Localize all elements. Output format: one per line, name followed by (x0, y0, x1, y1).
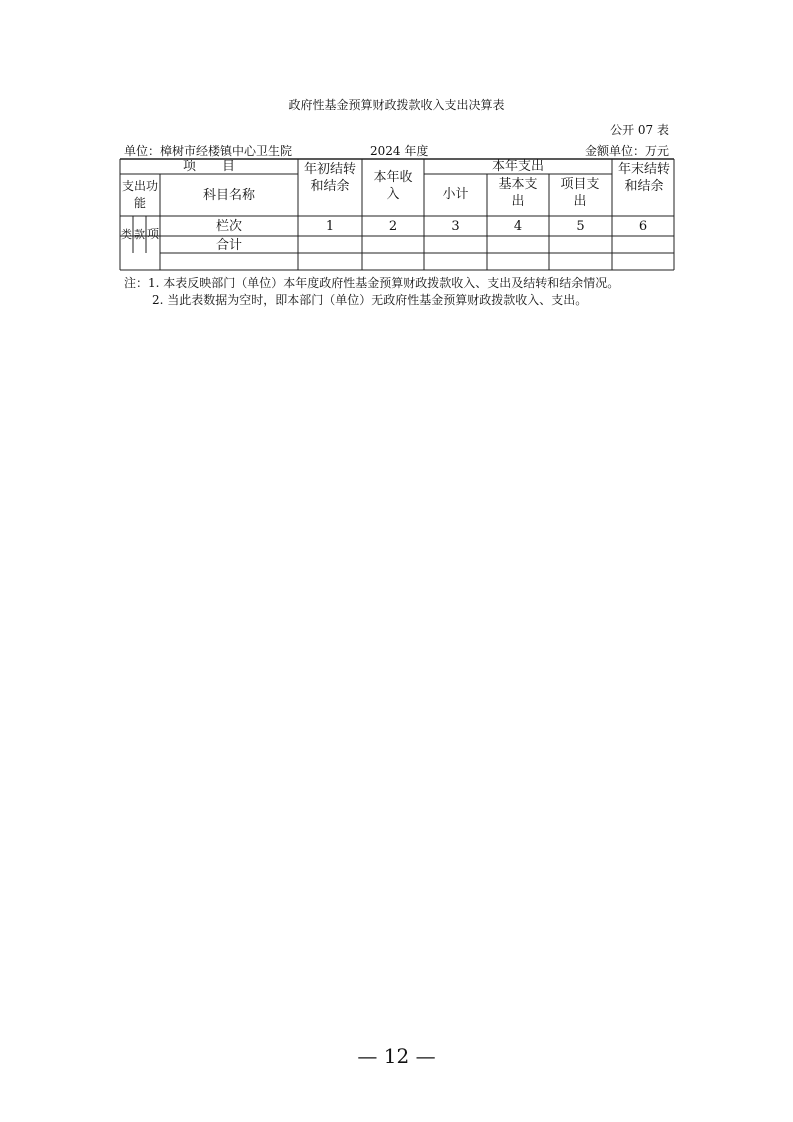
header-kuan: 款 (134, 228, 145, 241)
page-number: — 12 — (357, 1044, 436, 1068)
table-grid-lines (0, 0, 793, 300)
header-project-expenditure: 项目支出 (560, 177, 600, 209)
money-unit: 金额单位：万元 (584, 144, 669, 158)
total-cell (487, 237, 549, 253)
total-cell (549, 237, 612, 253)
total-cell (424, 237, 487, 253)
row-total-label: 合计 (215, 238, 242, 253)
fiscal-year: 2024 年度 (370, 144, 429, 158)
column-number: 3 (451, 219, 460, 234)
total-cell (298, 237, 362, 253)
header-xiang: 项 (147, 227, 159, 241)
column-number: 2 (388, 219, 398, 234)
header-project: 项 目 (182, 160, 235, 174)
page-title: 政府性基金预算财政拨款收入支出决算表 (288, 98, 505, 112)
header-basic-expenditure: 基本支出 (498, 177, 538, 209)
column-number: 1 (325, 219, 335, 234)
unit-label: 单位：樟树市经楼镇中心卫生院 (124, 144, 293, 158)
header-lei: 类 (121, 228, 132, 241)
note-line-2: 2. 当此表数据为空时，即本部门（单位）无政府性基金预算财政拨款收入、支出。 (152, 293, 588, 307)
header-current-expenditure: 本年支出 (491, 159, 544, 174)
total-cell (362, 237, 424, 253)
row-column-number-label: 栏次 (215, 219, 242, 234)
notes (124, 275, 619, 309)
header-subject-name: 科目名称 (202, 188, 255, 203)
note-line-1: 注：1. 本表反映部门（单位）本年度政府性基金预算财政拨款收入、支出及结转和结余情况。 (124, 276, 620, 290)
column-number: 5 (576, 219, 585, 234)
header-opening-balance: 年初结转和结余 (303, 162, 356, 194)
form-number: 公开 07 表 (610, 123, 669, 137)
column-number: 6 (638, 219, 648, 234)
header-current-income: 本年收入 (373, 170, 413, 202)
header-closing-balance: 年末结转和结余 (617, 162, 670, 194)
total-cell (612, 237, 674, 253)
column-number: 4 (513, 219, 523, 234)
header-subtotal: 小计 (442, 187, 469, 202)
header-function-class: 支出功能 (121, 179, 158, 210)
